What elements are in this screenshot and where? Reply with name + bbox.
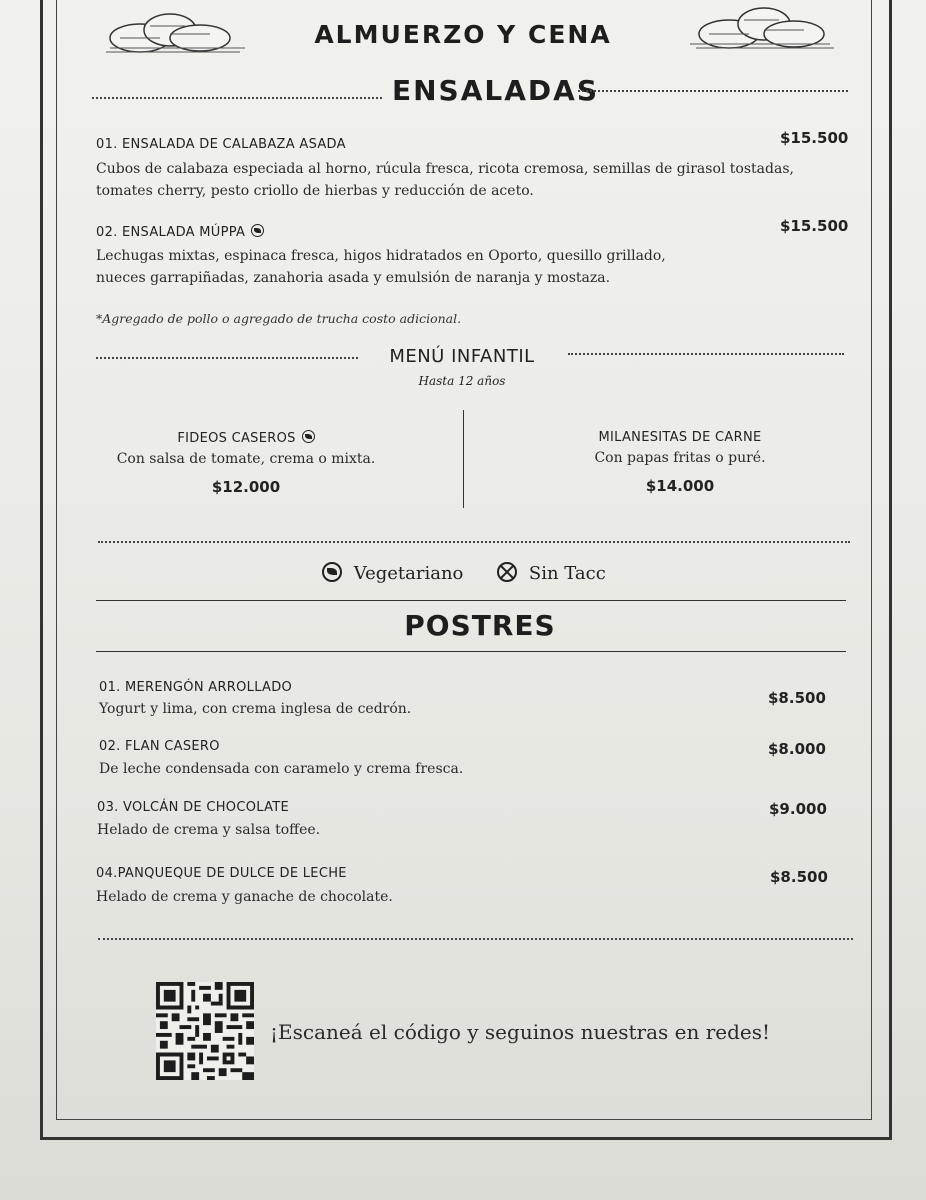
divider: [96, 600, 846, 601]
divider: [98, 541, 850, 543]
item-price: $8.000: [768, 740, 826, 758]
legend-vegetarian: Vegetariano: [353, 563, 464, 584]
item-description: Helado de crema y salsa toffee.: [97, 822, 321, 838]
kids-item: [96, 430, 396, 496]
item-description: Lechugas mixtas, espinaca fresca, higos hidratados en Oporto, quesillo grillado, nueces garrapiñadas, zanahoria asada y emulsión de naranja y mostaza.: [96, 248, 666, 286]
qr-code-icon[interactable]: [156, 982, 254, 1080]
item-name: 01. MERENGÓN ARROLLADO: [99, 680, 293, 695]
item-description: Con papas fritas o puré.: [594, 450, 766, 466]
section-title-postres: POSTRES: [404, 609, 556, 642]
item-name: 02. ENSALADA MÚPPA: [96, 224, 264, 240]
legend: [322, 562, 606, 584]
item-description: Yogurt y lima, con crema inglesa de cedrón.: [99, 701, 412, 717]
item-description: Helado de crema y ganache de chocolate.: [96, 889, 393, 905]
item-price: $8.500: [770, 868, 828, 886]
divider: [96, 651, 846, 652]
item-description: Cubos de calabaza especiada al horno, rúcula fresca, ricota cremosa, semillas de girasol tostadas, tomates cherry, pesto criollo de hierbas y reducción de aceto.: [96, 161, 794, 199]
kids-item: [530, 430, 830, 495]
item-price: $9.000: [769, 800, 827, 818]
legend-gluten-free: Sin Tacc: [528, 563, 606, 584]
item-name: 03. VOLCÁN DE CHOCOLATE: [97, 800, 290, 815]
divider: [98, 938, 853, 940]
item-name: 02. FLAN CASERO: [99, 739, 220, 754]
item-description: Con salsa de tomate, crema o mixta.: [116, 451, 376, 467]
cloud-right-icon: [684, 4, 836, 54]
item-price: $15.500: [780, 129, 849, 147]
column-divider: [463, 410, 464, 508]
page-title: ALMUERZO Y CENA: [314, 20, 612, 49]
item-name: 01. ENSALADA DE CALABAZA ASADA: [96, 137, 346, 152]
section-title-ensaladas: ENSALADAS: [392, 74, 599, 107]
footer-text: ¡Escaneá el código y seguinos nuestras en redes!: [270, 1020, 771, 1044]
item-price: $15.500: [780, 217, 849, 235]
item-description: De leche condensada con caramelo y crema fresca.: [99, 761, 464, 777]
gluten-free-icon: [497, 562, 517, 582]
cloud-left-icon: [100, 8, 252, 58]
divider: [96, 357, 358, 359]
section-subtitle: Hasta 12 años: [418, 374, 506, 388]
vegetarian-icon: [302, 430, 315, 443]
item-price: $8.500: [768, 689, 826, 707]
item-price: $12.000: [211, 478, 281, 496]
divider: [92, 97, 382, 99]
item-name: 04.PANQUEQUE DE DULCE DE LECHE: [96, 866, 347, 881]
item-price: $14.000: [645, 477, 715, 495]
divider: [568, 353, 844, 355]
item-name: MILANESITAS DE CARNE: [598, 430, 762, 445]
section-title-infantil: MENÚ INFANTIL: [389, 346, 535, 367]
item-name: FIDEOS CASEROS: [96, 430, 396, 446]
vegetarian-icon: [251, 224, 264, 237]
divider: [578, 90, 848, 92]
note: *Agregado de pollo o agregado de trucha costo adicional.: [96, 311, 462, 326]
vegetarian-icon: [322, 562, 342, 582]
